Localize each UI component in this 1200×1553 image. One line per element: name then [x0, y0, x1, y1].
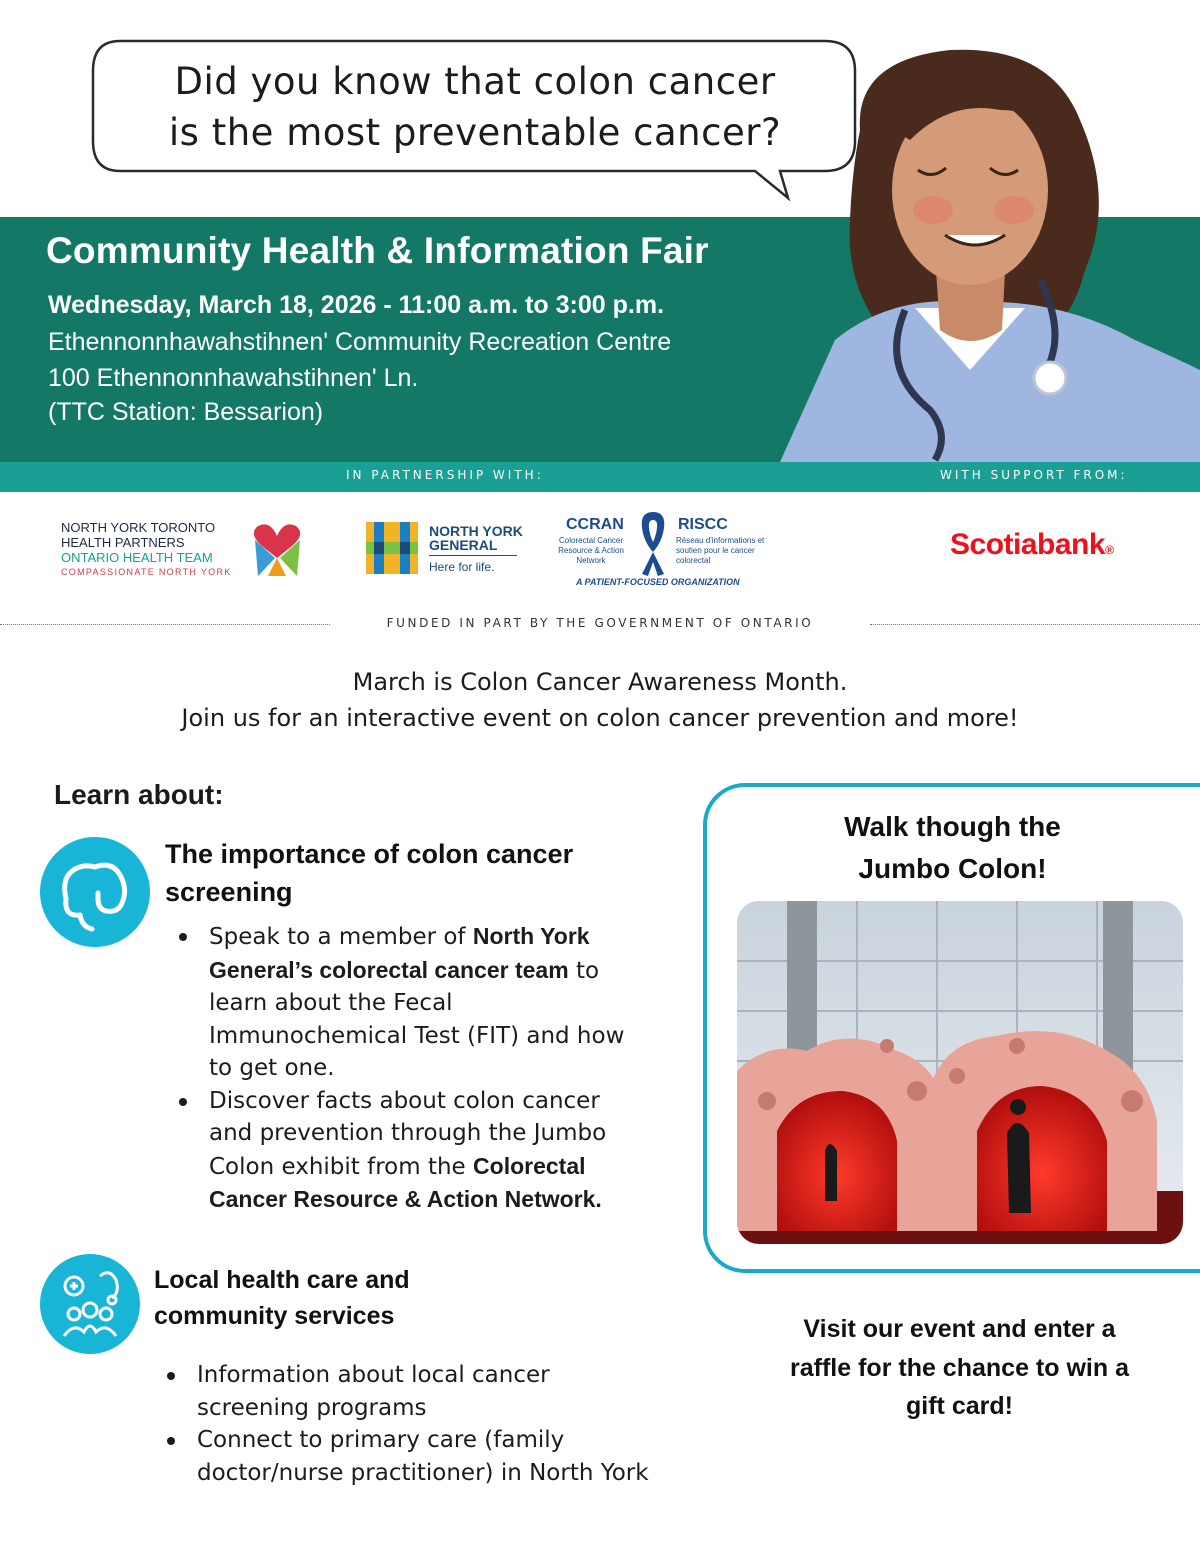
raffle-text: [752, 1310, 1167, 1426]
s1b2-line2: and prevention through the Jumbo: [209, 1120, 607, 1146]
s1b2-bold3: Colorectal: [473, 1152, 586, 1179]
section1-title: [165, 835, 573, 911]
bullet-dot: [167, 1437, 175, 1445]
ccran-desc-fr: Réseau d'informations et soutien pour le cancer colorectal: [676, 536, 765, 565]
section2-title: [154, 1262, 410, 1334]
bullet-dot: [179, 1098, 187, 1106]
event-venue: Ethennonnhawahstihnen' Community Recreation Centre: [48, 328, 672, 356]
nythp-line-3: ONTARIO HEALTH TEAM: [61, 550, 213, 565]
funded-text: FUNDED IN PART BY THE GOVERNMENT OF ONTARIO: [386, 616, 814, 630]
funded-divider-left: [0, 624, 330, 625]
intro-line-2: Join us for an interactive event on colon cancer prevention and more!: [181, 704, 1019, 732]
section1-title-line-2: screening: [165, 877, 293, 907]
nygh-logo: [429, 524, 523, 574]
jumbo-title-line-1: Walk though the: [844, 811, 1061, 842]
jumbo-title-line-2: Jumbo Colon!: [858, 853, 1047, 884]
bubble-line-1: Did you know that colon cancer: [174, 60, 776, 103]
s1b2-line1: Discover facts about colon cancer: [209, 1087, 600, 1114]
bubble-line-2: is the most preventable cancer?: [168, 111, 782, 154]
jumbo-title: [770, 806, 1135, 890]
ccran-name-en: CCRAN: [566, 516, 624, 533]
s1b1-pre: Speak to a member of: [209, 924, 473, 950]
s1b1-line5: to get one.: [209, 1055, 335, 1081]
section1-bullets: [209, 920, 679, 1217]
section2-title-line-1: Local health care and: [154, 1266, 410, 1294]
scotiabank-logo: [950, 528, 1113, 562]
nygh-tagline: Here for life.: [429, 560, 495, 574]
ccran-ribbon-icon: [636, 508, 670, 578]
bullet-dot: [179, 933, 187, 941]
nygh-line-1: NORTH YORK: [429, 523, 523, 539]
nythp-logo: [61, 520, 232, 580]
funded-divider-right: [870, 624, 1200, 625]
s1b1-post1: to: [568, 957, 600, 984]
s2b1-line2: screening programs: [197, 1394, 427, 1421]
event-address: 100 Ethennonnhawahstihnen' Ln.: [48, 364, 419, 392]
intro-line-1: March is Colon Cancer Awareness Month.: [352, 668, 848, 696]
s1b1-bold2: General’s colorectal cancer team: [209, 956, 569, 983]
raffle-line-1: Visit our event and enter a: [803, 1315, 1116, 1343]
nygh-line-2: GENERAL: [429, 537, 498, 553]
ccran-name-fr: RISCC: [678, 516, 728, 533]
support-label: WITH SUPPORT FROM:: [940, 468, 1128, 482]
ccran-tagline: A PATIENT-FOCUSED ORGANIZATION: [576, 577, 740, 587]
bubble-question: [100, 56, 850, 158]
jumbo-colon-photo: [737, 901, 1183, 1244]
partnership-label: IN PARTNERSHIP WITH:: [346, 468, 544, 482]
s1b1-bold1: North York: [472, 923, 590, 949]
raffle-line-3: gift card!: [906, 1392, 1013, 1420]
s1b1-line3: learn about the Fecal: [209, 990, 453, 1016]
section1-bullet-1: [209, 920, 679, 1085]
event-transit: (TTC Station: Bessarion): [48, 398, 324, 426]
nygh-grid-icon: [366, 522, 418, 574]
section1-bullet-2: [209, 1085, 679, 1217]
nythp-line-2: HEALTH PARTNERS: [61, 535, 185, 550]
s2b2-line1: Connect to primary care (family: [197, 1427, 565, 1453]
nurse-illustration: [740, 40, 1200, 462]
nygh-divider: [429, 555, 517, 556]
colon-icon: [40, 837, 150, 947]
s2b2-line2: doctor/nurse practitioner) in North York: [197, 1459, 649, 1486]
section1-title-line-1: The importance of colon cancer: [165, 839, 574, 869]
scotiabank-mark: ®: [1105, 543, 1114, 557]
event-title: Community Health & Information Fair: [46, 230, 709, 271]
section2-title-line-2: community services: [154, 1302, 395, 1330]
raffle-line-2: raffle for the chance to win a: [790, 1353, 1129, 1382]
learn-heading: Learn about:: [54, 779, 224, 810]
ccran-desc-en: Colorectal Cancer Resource & Action Network: [558, 536, 624, 565]
section2-bullet-2: [197, 1424, 697, 1489]
nythp-line-4: COMPASSIONATE NORTH YORK: [61, 567, 232, 577]
section2-bullets: [197, 1359, 697, 1489]
scotiabank-name: Scotiabank: [950, 528, 1106, 561]
s1b2-bold4: Cancer Resource & Action Network.: [209, 1186, 602, 1212]
s1b2-pre3: Colon exhibit from the: [209, 1153, 474, 1180]
section2-bullet-1: [197, 1359, 697, 1424]
community-health-icon: [40, 1254, 140, 1354]
nythp-line-1: NORTH YORK TORONTO: [61, 520, 216, 535]
event-date-time: Wednesday, March 18, 2026 - 11:00 a.m. to 3:00 p.m.: [48, 291, 665, 319]
bullet-dot: [167, 1372, 175, 1380]
nythp-heart-icon: [250, 518, 305, 580]
s1b1-line4: Immunochemical Test (FIT) and how: [209, 1022, 625, 1049]
s2b1-line1: Information about local cancer: [197, 1362, 550, 1388]
